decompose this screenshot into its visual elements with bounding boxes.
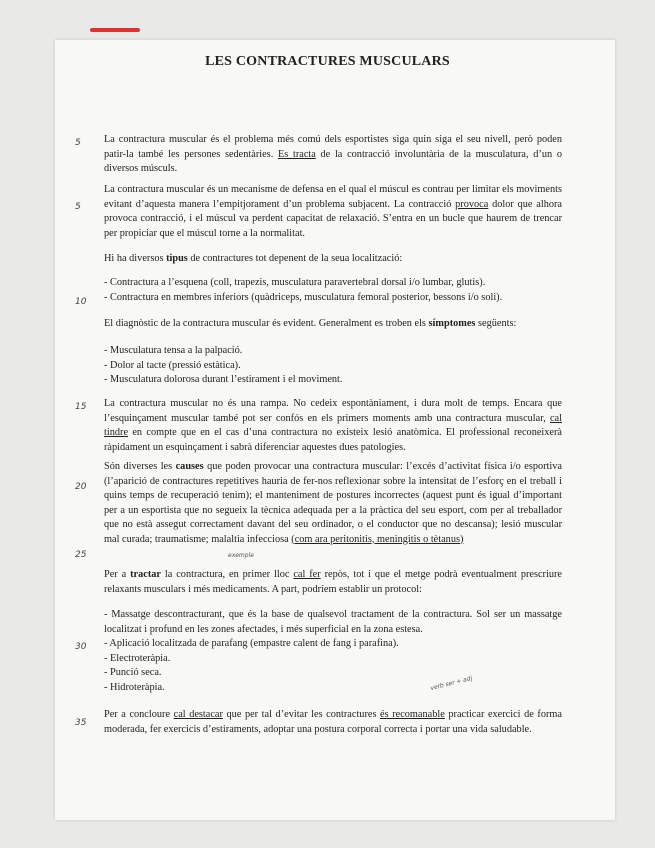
line-number: 30	[75, 642, 87, 652]
list-item: - Dolor al tacte (pressió estàtica).	[104, 359, 241, 371]
line-number: 35	[75, 718, 87, 728]
treatment-list	[104, 608, 562, 695]
types-list	[104, 276, 562, 305]
line-number: 10	[75, 297, 87, 307]
list-item: - Aplicació localitzada de parafang (empastre calent de fang i parafina).	[104, 638, 399, 649]
red-mark	[90, 28, 140, 32]
line-number: 25	[75, 550, 87, 560]
line-number: 5	[75, 202, 81, 212]
list-item: - Musculatura tensa a la palpació.	[104, 345, 243, 356]
handwritten-note: verb ser + adj	[429, 674, 473, 693]
paragraph-conclusion: Per a concloure cal destacar que per tal d’evitar les contractures és recomanable practicar exercici de forma moderada, fer exercicis d’estiraments, adoptar una postura corporal correcta i portar una vida saludable.	[104, 709, 562, 735]
list-item: - Contractura en membres inferiors (quàdriceps, musculatura femoral posterior, bessons i/o soli).	[104, 291, 503, 303]
symptoms-list	[104, 344, 562, 388]
list-item: - Musculatura dolorosa durant l’estirament i el moviment.	[104, 374, 343, 385]
paragraph-mechanism: La contractura muscular és un mecanisme de defensa en el qual el múscul es contrau per limitar els moviments evitant d’aquesta manera l’empitjorament d’un problema subjacent. La contracció provoca dolor que alhora provoca contracció, i el múscul va perdent capacitat de relaxació. S’entra en un bucle que haurem de trencar per propiciar que el múscul torne a la normalitat.	[104, 184, 562, 239]
line-number: 20	[75, 482, 87, 492]
line-number: 15	[75, 402, 87, 412]
list-item: - Punció seca.	[104, 667, 162, 678]
handwritten-note: exemple	[228, 552, 254, 559]
document-title: LES CONTRACTURES MUSCULARS	[205, 54, 450, 69]
list-item: - Contractura a l’esquena (coll, trapezis, musculatura paravertebral dorsal i/o lumbar, glutis).	[104, 277, 486, 288]
paragraph-intro: La contractura muscular és el problema més comú dels esportistes siga quin siga el seu nivell, però poden patir-la també les persones sedentàries. Es tracta de la contracció involuntària de la musculatura, d’un o diversos músculs.	[104, 134, 562, 174]
list-item: - Hidroteràpia.	[104, 681, 165, 693]
paragraph-types-intro: Hi ha diversos tipus de contractures tot depenent de la seua localització:	[104, 253, 403, 264]
paragraph-causes: Són diverses les causes que poden provocar una contractura muscular: l’excés d’activitat física i/o esportiva (l’aparició de contractures repetitives hauria de fer-nos reflexionar sobre la intensitat de l’esforç en el treball i quins temps de recuperació tenim); el manteniment de postures incorrectes (aquest punt és igual d’important per a un esportista que no segueix la tècnica adequada per a la pràctica del seu esport, com per al treballador que no està assegut correctament davant del seu ordinador, o el conductor que no descansa); lesió muscular mal curada; traumatisme; malaltia infecciosa (com ara peritonitis, meningitis o tètanus)	[104, 461, 562, 545]
paragraph-treatment-intro: Per a tractar la contractura, en primer lloc cal fer repòs, tot i que el metge podrà eventualment prescriure relaxants musculars i més medicaments. A part, podríem establir un protocol:	[104, 569, 562, 595]
paragraph-differential: La contractura muscular no és una rampa. No cedeix espontàniament, i dura molt de temps. Encara que l’esquinçament muscular també pot ser confós en els primers moments amb una contractura muscular, cal tindre en compte que en el cas d’una contractura no existeix lesió anatòmica. El professional reconeixerà ràpidament un esquinçament i sabrà diferenciar aquestes dues patologies.	[104, 398, 562, 453]
list-item: - Electroteràpia.	[104, 652, 171, 664]
paragraph-symptoms-intro: El diagnòstic de la contractura muscular és evident. Generalment es troben els símptomes següents:	[104, 318, 517, 329]
list-item: - Massatge descontracturant, que és la base de qualsevol tractament de la contractura. Sol ser un massatge localitzat i profund en les zones afectades, i més superficial en la zona estesa.	[104, 609, 562, 635]
line-number: 5	[75, 138, 81, 148]
